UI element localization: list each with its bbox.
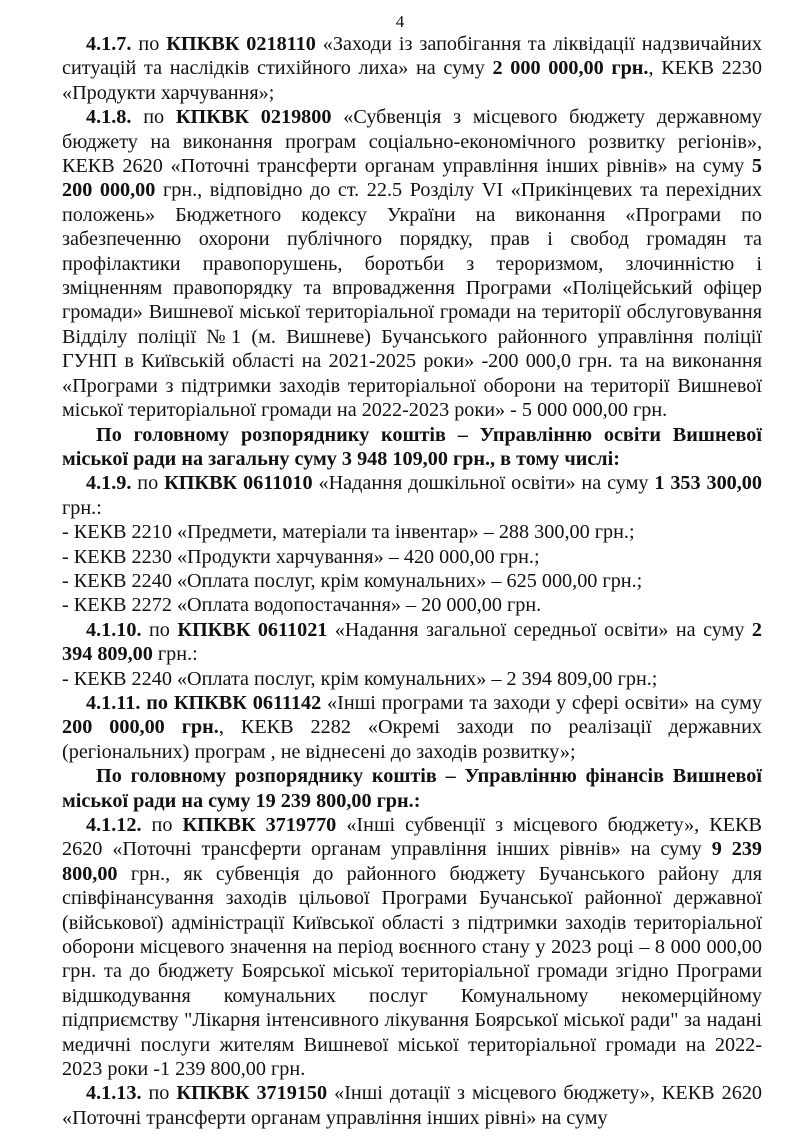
kpkvk-code: КПКВК 0611142 [173, 691, 322, 714]
document-body [62, 32, 762, 1130]
amount: 2 394 809,00 [62, 618, 763, 666]
amount: 200 000,00 грн. [62, 716, 219, 739]
list-item: - КЕКВ 2210 «Предмети, матеріали та інвентар» – 288 300,00 грн.; [62, 521, 635, 544]
item-number: 4.1.9. [86, 472, 132, 495]
paragraph-4-1-8: 4.1.8. по КПКВК 0219800 «Субвенція з місцевого бюджету державному бюджету на виконання програм соціально-економічного розвитку регіонів», КЕКВ 2620 «Поточні трансферти органам управління інших рівнів» на суму 5 200 000,00 грн., відповідно до ст. 22.5 Розділу VI «Прикінцевих та перехідних положень» Бюджетного кодексу України на виконання «Програми по забезпеченню охорони публічного порядку, прав і свобод громадян та профілактики правопорушень, боротьби з тероризмом, злочинністю і зміцненням правопорядку та впровадження Програми «Поліцейський офіцер громади» Вишневої міської територіальної громади на території обслуговування Відділу поліції №1 (м. Вишневе) Бучанського районного управління поліції ГУНП в Київській області на 2021-2025 роки» -200 000,0 грн. та на виконання «Програми з підтримки заходів територіальної оборони на території Вишневої міської територіальної громади на 2022-2023 роки» - 5 000 000,00 грн. [62, 106, 763, 422]
paragraph-4-1-13: 4.1.13. по КПКВК 3719150 «Інші дотації з місцевого бюджету», КЕКВ 2620 «Поточні трансферти органам управління інших рівні» на суму [62, 1082, 763, 1129]
kpkvk-code: КПКВК 0611021 [177, 618, 328, 641]
item-number: 4.1.11. [86, 691, 141, 714]
item-number: 4.1.13. [86, 1082, 142, 1105]
section-heading-finance: По головному розпоряднику коштів – Управлінню фінансів Вишневої міської ради на суму 19 239 800,00 грн.: [62, 765, 762, 812]
item-number: 4.1.10. [86, 618, 142, 641]
kpkvk-code: КПКВК 3719770 [182, 814, 337, 836]
amount: 9 239 800,00 [62, 838, 763, 885]
page-number: 4 [395, 12, 405, 31]
item-number: 4.1.8. [86, 106, 132, 129]
list-item: - КЕКВ 2240 «Оплата послуг, крім комунальних» – 625 000,00 грн.; [62, 569, 643, 592]
list-item: - КЕКВ 2230 «Продукти харчування» – 420 000,00 грн.; [62, 545, 540, 568]
amount: 5 200 000,00 [62, 155, 762, 202]
kpkvk-code: КПКВК 0611010 [164, 472, 313, 495]
list-item: - КЕКВ 2272 «Оплата водопостачання» – 20 000,00 грн. [62, 594, 542, 617]
paragraph-4-1-9: 4.1.9. по КПКВК 0611010 «Надання дошкільної освіти» на суму 1 353 300,00 грн.: [62, 472, 762, 519]
amount: 1 353 300,00 [654, 472, 762, 495]
amount: 2 000 000,00 грн. [492, 57, 649, 80]
item-number: 4.1.12. [86, 814, 142, 836]
paragraph-4-1-12: 4.1.12. по КПКВК 3719770 «Інші субвенції з місцевого бюджету», КЕКВ 2620 «Поточні трансферти органам управління інших рівнів» на суму 9 239 800,00 грн., як субвенція до районного бюджету Бучанського району для співфінансування заходів цільової Програми Бучанської районної державної (військової) адміністрації Київської області з підтримки заходів територіальної оборони місцевого значення на період воєнного стану у 2023 році – 8 000 000,00 грн. та до бюджету Боярської міської територіальної громади згідно Програми відшкодування комунальних послуг Комунальному некомерційному підприємству "Лікарня інтенсивного лікування Боярської міської ради" за надані медичні послуги жителям Вишневої міської територіальної громади на 2022-2023 роки -1 239 800,00 грн. [62, 814, 763, 1081]
paragraph-4-1-7: 4.1.7. по КПКВК 0218110 «Заходи із запобігання та ліквідації надзвичайних ситуацій та наслідків стихійного лиха» на суму 2 000 000,00 грн., КЕКВ 2230 «Продукти харчування»; [62, 33, 762, 104]
kpkvk-code: КПКВК 0218110 [166, 33, 316, 55]
paragraph-4-1-10: 4.1.10. по КПКВК 0611021 «Надання загальної середньої освіти» на суму 2 394 809,00 грн.: [62, 618, 763, 666]
item-number: 4.1.7. [86, 33, 132, 55]
kpkvk-code: КПКВК 0219800 [175, 106, 332, 129]
kpkvk-code: КПКВК 3719150 [176, 1082, 328, 1105]
section-heading-education: По головному розпоряднику коштів – Управлінню освіти Вишневої міської ради на загальну суму 3 948 109,00 грн., в тому числі: [62, 423, 762, 470]
paragraph-4-1-11: 4.1.11. по КПКВК 0611142 «Інші програми та заходи у сфері освіти» на суму 200 000,00 грн., КЕКВ 2282 «Окремі заходи по реалізації державних (регіональних) програм , не віднесені до заходів розвитку»; [62, 691, 762, 763]
list-item: - КЕКВ 2240 «Оплата послуг, крім комунальних» – 2 394 809,00 грн.; [62, 667, 658, 690]
